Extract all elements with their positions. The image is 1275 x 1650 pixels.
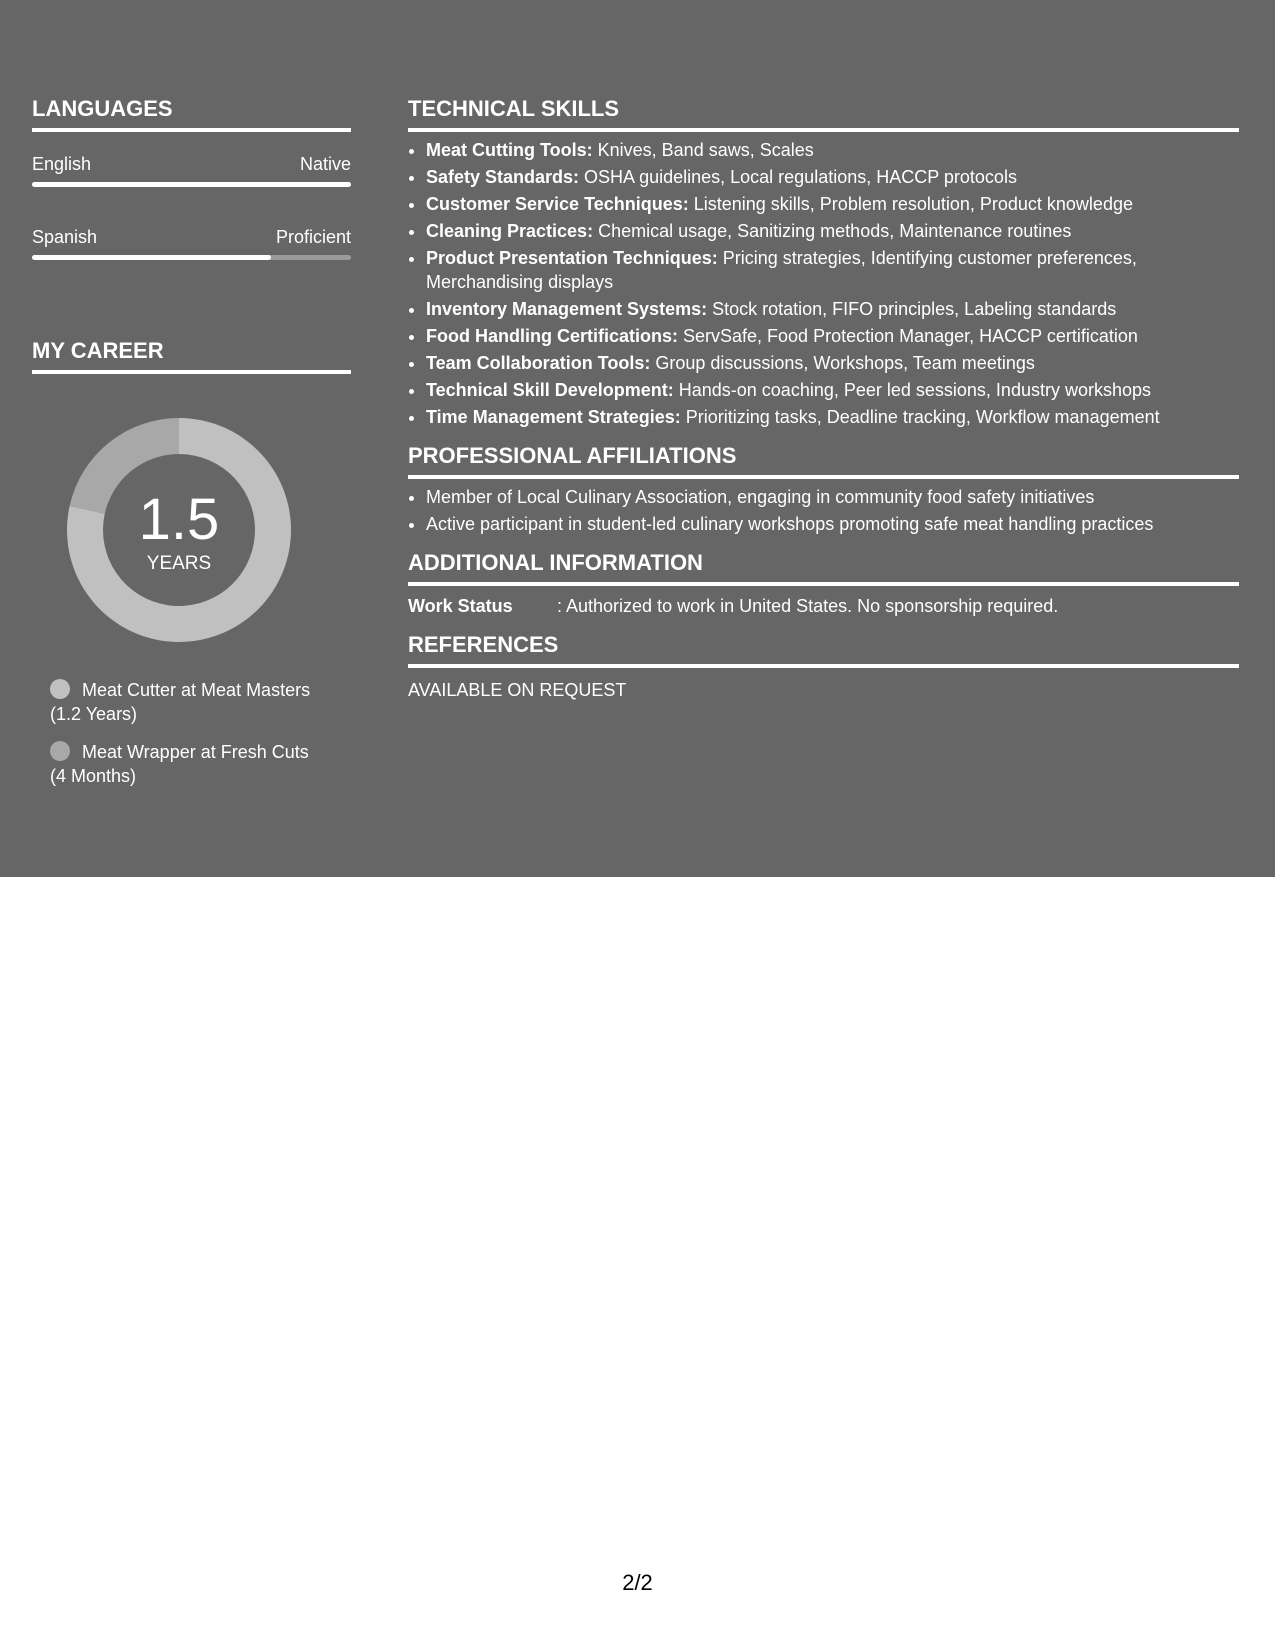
language-name: English	[32, 154, 92, 174]
skill-detail: Chemical usage, Sanitizing methods, Maintenance routines	[593, 221, 1072, 241]
legend-label: Meat Wrapper at Fresh Cuts	[82, 742, 309, 762]
career-donut-chart	[67, 418, 291, 642]
languages-title: LANGUAGES	[32, 94, 351, 132]
skill-detail: Listening skills, Problem resolution, Product knowledge	[688, 194, 1133, 214]
language-row-spanish	[32, 225, 351, 249]
references-text: AVAILABLE ON REQUEST	[408, 680, 627, 700]
skill-item	[426, 297, 1239, 321]
language-bar-fill	[32, 182, 351, 187]
language-bar-spanish	[32, 255, 351, 260]
affiliation-item: • Active participant in student-led culinary workshops promoting safe meat handling practices	[426, 512, 1239, 536]
skill-name: Meat Cutting Tools:	[426, 140, 593, 160]
skill-name: Team Collaboration Tools:	[426, 353, 651, 373]
work-status-value: : Authorized to work in United States. No sponsorship required.	[557, 596, 1059, 616]
legend-label: Meat Cutter at Meat Masters	[82, 680, 311, 700]
legend-dot-icon	[50, 741, 70, 761]
language-name: Spanish	[32, 227, 98, 247]
language-level: Native	[299, 154, 351, 174]
career-title: MY CAREER	[32, 336, 351, 374]
skill-name: Product Presentation Techniques:	[426, 248, 718, 268]
technical-skills-title: TECHNICAL SKILLS	[408, 94, 1239, 132]
skill-detail: Knives, Band saws, Scales	[592, 140, 814, 160]
skill-item	[426, 165, 1239, 189]
skill-item	[426, 378, 1239, 402]
donut-center	[67, 418, 291, 642]
additional-info-title: ADDITIONAL INFORMATION	[408, 548, 1239, 586]
left-column	[32, 94, 351, 802]
skill-detail: Prioritizing tasks, Deadline tracking, Workflow management	[680, 407, 1160, 427]
technical-skills-list	[408, 138, 1239, 429]
language-level: Proficient	[275, 227, 351, 247]
skill-name: Technical Skill Development:	[426, 380, 674, 400]
skill-item	[426, 219, 1239, 243]
skill-item	[426, 324, 1239, 348]
skill-detail: Stock rotation, FIFO principles, Labeling standards	[707, 299, 1117, 319]
legend-dot-icon	[50, 679, 70, 699]
skill-name: Time Management Strategies:	[426, 407, 681, 427]
legend-duration: (4 Months)	[50, 766, 137, 786]
legend-item	[50, 740, 340, 788]
career-legend	[50, 678, 340, 788]
page-number: 2/2	[622, 1570, 653, 1595]
skill-name: Food Handling Certifications:	[426, 326, 678, 346]
affiliations-title: PROFESSIONAL AFFILIATIONS	[408, 441, 1239, 479]
right-column	[408, 94, 1239, 702]
language-bar-fill	[32, 255, 271, 260]
skill-detail: ServSafe, Food Protection Manager, HACCP certification	[678, 326, 1138, 346]
skill-name: Cleaning Practices:	[426, 221, 594, 241]
skill-detail: Hands-on coaching, Peer led sessions, Industry workshops	[673, 380, 1151, 400]
skill-item	[426, 138, 1239, 162]
work-status-label: Work Status	[408, 596, 513, 616]
career-total-value: 1.5	[138, 487, 220, 552]
legend-duration: (1.2 Years)	[50, 704, 138, 724]
skill-item	[426, 192, 1239, 216]
skill-detail: Group discussions, Workshops, Team meetings	[650, 353, 1035, 373]
skill-item	[426, 405, 1239, 429]
work-status-row	[408, 594, 1239, 618]
affiliation-item: • Member of Local Culinary Association, engaging in community food safety initiatives	[426, 485, 1239, 509]
skill-item	[426, 246, 1239, 294]
career-total-unit: YEARS	[146, 553, 212, 574]
skill-name: Inventory Management Systems:	[426, 299, 708, 319]
skill-detail: OSHA guidelines, Local regulations, HACCP protocols	[579, 167, 1017, 187]
references-title: REFERENCES	[408, 630, 1239, 668]
affiliations-list	[408, 485, 1239, 536]
skill-name: Customer Service Techniques:	[426, 194, 689, 214]
language-row-english	[32, 152, 351, 176]
language-bar-english	[32, 182, 351, 187]
skill-detail: Pricing strategies, Identifying customer preferences, Merchandising displays	[426, 248, 1137, 292]
legend-item	[50, 678, 340, 726]
skill-item	[426, 351, 1239, 375]
skill-name: Safety Standards:	[426, 167, 580, 187]
